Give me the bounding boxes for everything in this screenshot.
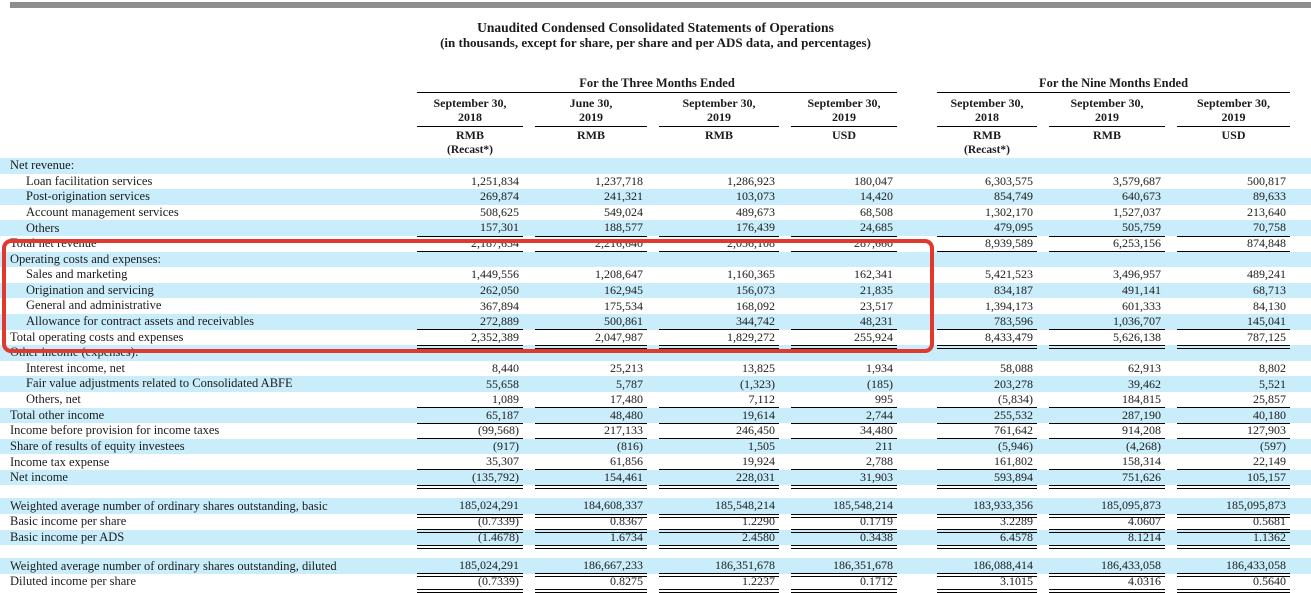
cell-value: (135,792): [417, 470, 523, 486]
table-row: [0, 454, 1311, 470]
table-row: [0, 252, 1311, 268]
cell-value: 246,450: [659, 423, 779, 439]
cell-value: 40,180: [1177, 408, 1290, 424]
table-row: [0, 158, 1311, 174]
cell-value: 68,508: [860, 204, 893, 219]
cell-value: 180,047: [854, 173, 893, 188]
cell-value: 0.3438: [791, 530, 897, 546]
table-row: [0, 174, 1311, 190]
cell-value: 19,614: [659, 408, 779, 424]
cell-value: (5,834): [937, 392, 1037, 408]
cell-value: 25,213: [610, 360, 643, 375]
table-row: [0, 408, 1311, 424]
cell-value: 62,913: [1128, 360, 1161, 375]
cell-value: 491,141: [1122, 282, 1161, 297]
cell-value: 203,278: [994, 376, 1033, 391]
cell-value: 1,208,647: [595, 267, 643, 282]
recast-note: (Recast*): [964, 144, 1010, 156]
cell-value: (185): [867, 376, 893, 391]
cell-value: 262,050: [480, 282, 519, 297]
row-label: Fair value adjustments related to Consolidated ABFE: [26, 376, 293, 391]
cell-value: 84,130: [1253, 298, 1286, 313]
cell-value: 58,088: [1000, 360, 1033, 375]
table-row: [0, 314, 1311, 330]
cell-value: 145,041: [1177, 314, 1290, 330]
cell-value: 2,216,640: [535, 236, 647, 252]
cell-value: 6.4578: [937, 530, 1037, 546]
row-label: Others, net: [26, 392, 81, 407]
row-label: Basic income per ADS: [10, 529, 125, 544]
cell-value: 1,394,173: [985, 298, 1033, 313]
table-row: [0, 423, 1311, 439]
row-label: Origination and servicing: [26, 282, 154, 297]
cell-value: 367,894: [480, 298, 519, 313]
cell-value: 157,301: [417, 220, 523, 236]
cell-value: 783,596: [937, 314, 1037, 330]
cell-value: (0.7339): [417, 574, 523, 590]
cell-value: 8,433,479: [937, 330, 1037, 346]
cell-value: 854,749: [994, 189, 1033, 204]
unit-label: RMB (Recast*): [417, 127, 523, 157]
row-label: Sales and marketing: [26, 267, 128, 282]
table-row: [0, 267, 1311, 283]
cell-value: 2,056,108: [659, 236, 779, 252]
cell-value: (4,268): [1126, 438, 1161, 453]
cell-value: 1,251,834: [471, 173, 519, 188]
table-row: [0, 574, 1311, 590]
table-row: [0, 330, 1311, 346]
cell-value: 185,095,873: [1049, 498, 1165, 514]
row-label: Diluted income per share: [10, 574, 136, 589]
cell-value: 1,089: [417, 392, 523, 408]
cell-value: 35,307: [417, 454, 523, 470]
cell-value: 2,744: [791, 408, 897, 424]
table-row: [0, 439, 1311, 455]
cell-value: 6,253,156: [1049, 236, 1165, 252]
column-header: September 30, 2019: [791, 93, 897, 127]
cell-value: 3,579,687: [1113, 173, 1161, 188]
row-label: Basic income per share: [10, 514, 127, 529]
column-unit-row: [0, 127, 1311, 157]
cell-value: 25,857: [1177, 392, 1290, 408]
cell-value: 186,351,678: [659, 558, 779, 574]
cell-value: 287,190: [1049, 408, 1165, 424]
cell-value: 489,673: [736, 204, 775, 219]
cell-value: 593,894: [937, 470, 1037, 486]
cell-value: 2,352,389: [417, 330, 523, 346]
cell-value: 68,713: [1253, 282, 1286, 297]
cell-value: 0.1719: [791, 514, 897, 530]
cell-value: 1.6734: [535, 530, 647, 546]
cell-value: 2.4580: [659, 530, 779, 546]
cell-value: 8,802: [1259, 360, 1286, 375]
row-label: Post-origination services: [26, 189, 150, 204]
cell-value: 489,241: [1247, 267, 1286, 282]
column-group-three-months: For the Three Months Ended: [417, 76, 897, 93]
unit-label: RMB (Recast*): [937, 127, 1037, 157]
cell-value: 13,825: [742, 360, 775, 375]
cell-value: 162,341: [854, 267, 893, 282]
table-body: [0, 158, 1311, 589]
cell-value: 914,208: [1049, 423, 1165, 439]
cell-value: 186,088,414: [937, 558, 1037, 574]
row-label: Others: [26, 220, 60, 235]
cell-value: 188,577: [535, 220, 647, 236]
row-label: Weighted average number of ordinary shares outstanding, basic: [10, 498, 328, 513]
cell-value: 508,625: [480, 204, 519, 219]
unit-label: USD: [1221, 128, 1246, 142]
cell-value: 19,924: [659, 454, 779, 470]
cell-value: 5,421,523: [985, 267, 1033, 282]
table-row: [0, 392, 1311, 408]
row-label: Operating costs and expenses:: [10, 251, 162, 266]
cell-value: 186,433,058: [1177, 558, 1290, 574]
cell-value: 344,742: [659, 314, 779, 330]
table-row: [0, 498, 1311, 514]
cell-value: 269,874: [480, 189, 519, 204]
cell-value: 5,521: [1259, 376, 1286, 391]
cell-value: (99,568): [417, 423, 523, 439]
cell-value: 176,439: [659, 220, 779, 236]
page-subtitle: (in thousands, except for share, per share and per ADS data, and percentages): [440, 35, 871, 50]
cell-value: 2,047,987: [535, 330, 647, 346]
cell-value: 479,095: [937, 220, 1037, 236]
cell-value: 6,303,575: [985, 173, 1033, 188]
cell-value: 5,626,138: [1049, 330, 1165, 346]
cell-value: 255,924: [791, 330, 897, 346]
cell-value: 1,302,170: [985, 204, 1033, 219]
cell-value: (1,323): [740, 376, 775, 391]
cell-value: (597): [1260, 438, 1286, 453]
cell-value: 89,633: [1253, 189, 1286, 204]
cell-value: 8.1214: [1049, 530, 1165, 546]
row-label: Income tax expense: [10, 454, 110, 469]
column-header: September 30, 2019: [659, 93, 779, 127]
table-row: [0, 558, 1311, 574]
cell-value: 175,534: [604, 298, 643, 313]
cell-value: 185,548,214: [791, 498, 897, 514]
cell-value: 601,333: [1122, 298, 1161, 313]
cell-value: 105,157: [1177, 470, 1290, 486]
cell-value: 3.1015: [937, 574, 1037, 590]
cell-value: 185,024,291: [417, 498, 523, 514]
cell-value: 8,939,589: [937, 236, 1037, 252]
cell-value: 127,903: [1177, 423, 1290, 439]
cell-value: 34,480: [791, 423, 897, 439]
cell-value: 1,237,718: [595, 173, 643, 188]
cell-value: 500,861: [535, 314, 647, 330]
row-label: Income before provision for income taxes: [10, 423, 220, 438]
table-row: [0, 205, 1311, 221]
cell-value: 213,640: [1247, 204, 1286, 219]
row-label: Total other income: [10, 407, 105, 422]
cell-value: 211: [875, 438, 893, 453]
row-label: Account management services: [26, 204, 179, 219]
cell-value: 21,835: [860, 282, 893, 297]
column-header: September 30, 2018: [417, 93, 523, 127]
cell-value: 4.0607: [1049, 514, 1165, 530]
column-group-row: [0, 76, 1311, 93]
cell-value: 228,031: [659, 470, 779, 486]
cell-value: 185,095,873: [1177, 498, 1290, 514]
cell-value: 158,314: [1049, 454, 1165, 470]
cell-value: (917): [493, 438, 519, 453]
cell-value: 874,848: [1177, 236, 1290, 252]
cell-value: 834,187: [994, 282, 1033, 297]
cell-value: 1.2290: [659, 514, 779, 530]
cell-value: 3,496,957: [1113, 267, 1161, 282]
row-label: Share of results of equity investees: [10, 438, 185, 453]
cell-value: 70,758: [1177, 220, 1290, 236]
cell-value: 168,092: [736, 298, 775, 313]
cell-value: 22,149: [1177, 454, 1290, 470]
row-label: General and administrative: [26, 298, 162, 313]
cell-value: 186,433,058: [1049, 558, 1165, 574]
cell-value: 1,286,923: [727, 173, 775, 188]
cell-value: 1,829,272: [659, 330, 779, 346]
cell-value: (1.4678): [417, 530, 523, 546]
column-header: September 30, 2019: [1049, 93, 1165, 127]
cell-value: 156,073: [736, 282, 775, 297]
cell-value: 55,658: [486, 376, 519, 391]
cell-value: 549,024: [604, 204, 643, 219]
cell-value: 4.0316: [1049, 574, 1165, 590]
cell-value: 24,685: [791, 220, 897, 236]
cell-value: 17,480: [535, 392, 647, 408]
cell-value: 31,903: [791, 470, 897, 486]
cell-value: 287,660: [791, 236, 897, 252]
cell-value: 2,187,634: [417, 236, 523, 252]
cell-value: 23,517: [860, 298, 893, 313]
cell-value: 154,461: [535, 470, 647, 486]
cell-value: 186,351,678: [791, 558, 897, 574]
cell-value: 1,449,556: [471, 267, 519, 282]
cell-value: 48,231: [791, 314, 897, 330]
cell-value: 0.8275: [535, 574, 647, 590]
unit-label: USD: [831, 128, 856, 142]
cell-value: 241,321: [604, 189, 643, 204]
cell-value: 1,934: [866, 360, 893, 375]
cell-value: 162,945: [604, 282, 643, 297]
top-bar: [10, 2, 1311, 8]
cell-value: 65,187: [417, 408, 523, 424]
page-title: Unaudited Condensed Consolidated Statements of Operations: [477, 20, 834, 35]
cell-value: 640,673: [1122, 189, 1161, 204]
table-row: [0, 189, 1311, 205]
cell-value: 184,608,337: [535, 498, 647, 514]
cell-value: 761,642: [937, 423, 1037, 439]
table-row: [0, 530, 1311, 546]
cell-value: 161,802: [937, 454, 1037, 470]
cell-value: 14,420: [860, 189, 893, 204]
cell-value: 1,505: [748, 438, 775, 453]
row-label: Interest income, net: [26, 360, 125, 375]
cell-value: 217,133: [535, 423, 647, 439]
table-row: [0, 470, 1311, 486]
cell-value: 500,817: [1247, 173, 1286, 188]
cell-value: 186,667,233: [535, 558, 647, 574]
cell-value: 103,073: [736, 189, 775, 204]
table-row: [0, 361, 1311, 377]
unit-label: RMB: [705, 128, 733, 142]
column-date-row: [0, 93, 1311, 127]
unit-label: RMB: [1093, 128, 1121, 142]
table-row: [0, 236, 1311, 252]
cell-value: 1.1362: [1177, 530, 1290, 546]
cell-value: 61,856: [535, 454, 647, 470]
row-label: Total net revenue: [10, 236, 97, 251]
cell-value: 8,440: [492, 360, 519, 375]
row-label: Other income (expenses):: [10, 345, 139, 360]
cell-value: 0.5640: [1177, 574, 1290, 590]
cell-value: 185,024,291: [417, 558, 523, 574]
row-label: Loan facilitation services: [26, 173, 153, 188]
cell-value: 39,462: [1128, 376, 1161, 391]
cell-value: 5,787: [616, 376, 643, 391]
unit-label: RMB: [577, 128, 605, 142]
cell-value: 787,125: [1177, 330, 1290, 346]
cell-value: 505,759: [1049, 220, 1165, 236]
row-label: Total operating costs and expenses: [10, 329, 184, 344]
cell-value: 184,815: [1049, 392, 1165, 408]
recast-note: (Recast*): [447, 144, 493, 156]
cell-value: 1,036,707: [1049, 314, 1165, 330]
cell-value: 0.8367: [535, 514, 647, 530]
table-row: [0, 514, 1311, 530]
cell-value: (816): [617, 438, 643, 453]
cell-value: 185,548,214: [659, 498, 779, 514]
column-header: September 30, 2019: [1177, 93, 1290, 127]
cell-value: (5,946): [998, 438, 1033, 453]
cell-value: 0.1712: [791, 574, 897, 590]
cell-value: 1,527,037: [1113, 204, 1161, 219]
cell-value: 272,889: [417, 314, 523, 330]
table-row: [0, 220, 1311, 236]
cell-value: (0.7339): [417, 514, 523, 530]
table-row: [0, 298, 1311, 314]
cell-value: 183,933,356: [937, 498, 1037, 514]
cell-value: 0.5681: [1177, 514, 1290, 530]
column-header: September 30, 2018: [937, 93, 1037, 127]
cell-value: 3.2289: [937, 514, 1037, 530]
cell-value: 2,788: [791, 454, 897, 470]
table-row: [0, 283, 1311, 299]
cell-value: 255,532: [937, 408, 1037, 424]
cell-value: 48,480: [535, 408, 647, 424]
row-label: Allowance for contract assets and receivables: [26, 314, 255, 329]
cell-value: 995: [791, 392, 897, 408]
cell-value: 751,626: [1049, 470, 1165, 486]
cell-value: 1,160,365: [727, 267, 775, 282]
row-label: Weighted average number of ordinary shares outstanding, diluted: [10, 558, 337, 573]
cell-value: 1.2237: [659, 574, 779, 590]
cell-value: 7,112: [659, 392, 779, 408]
row-label: Net revenue:: [10, 158, 75, 172]
table-row: [0, 376, 1311, 392]
column-header: June 30, 2019: [535, 93, 647, 127]
table-header: [0, 76, 1311, 157]
column-group-nine-months: For the Nine Months Ended: [937, 76, 1290, 93]
row-label: Net income: [10, 470, 68, 485]
